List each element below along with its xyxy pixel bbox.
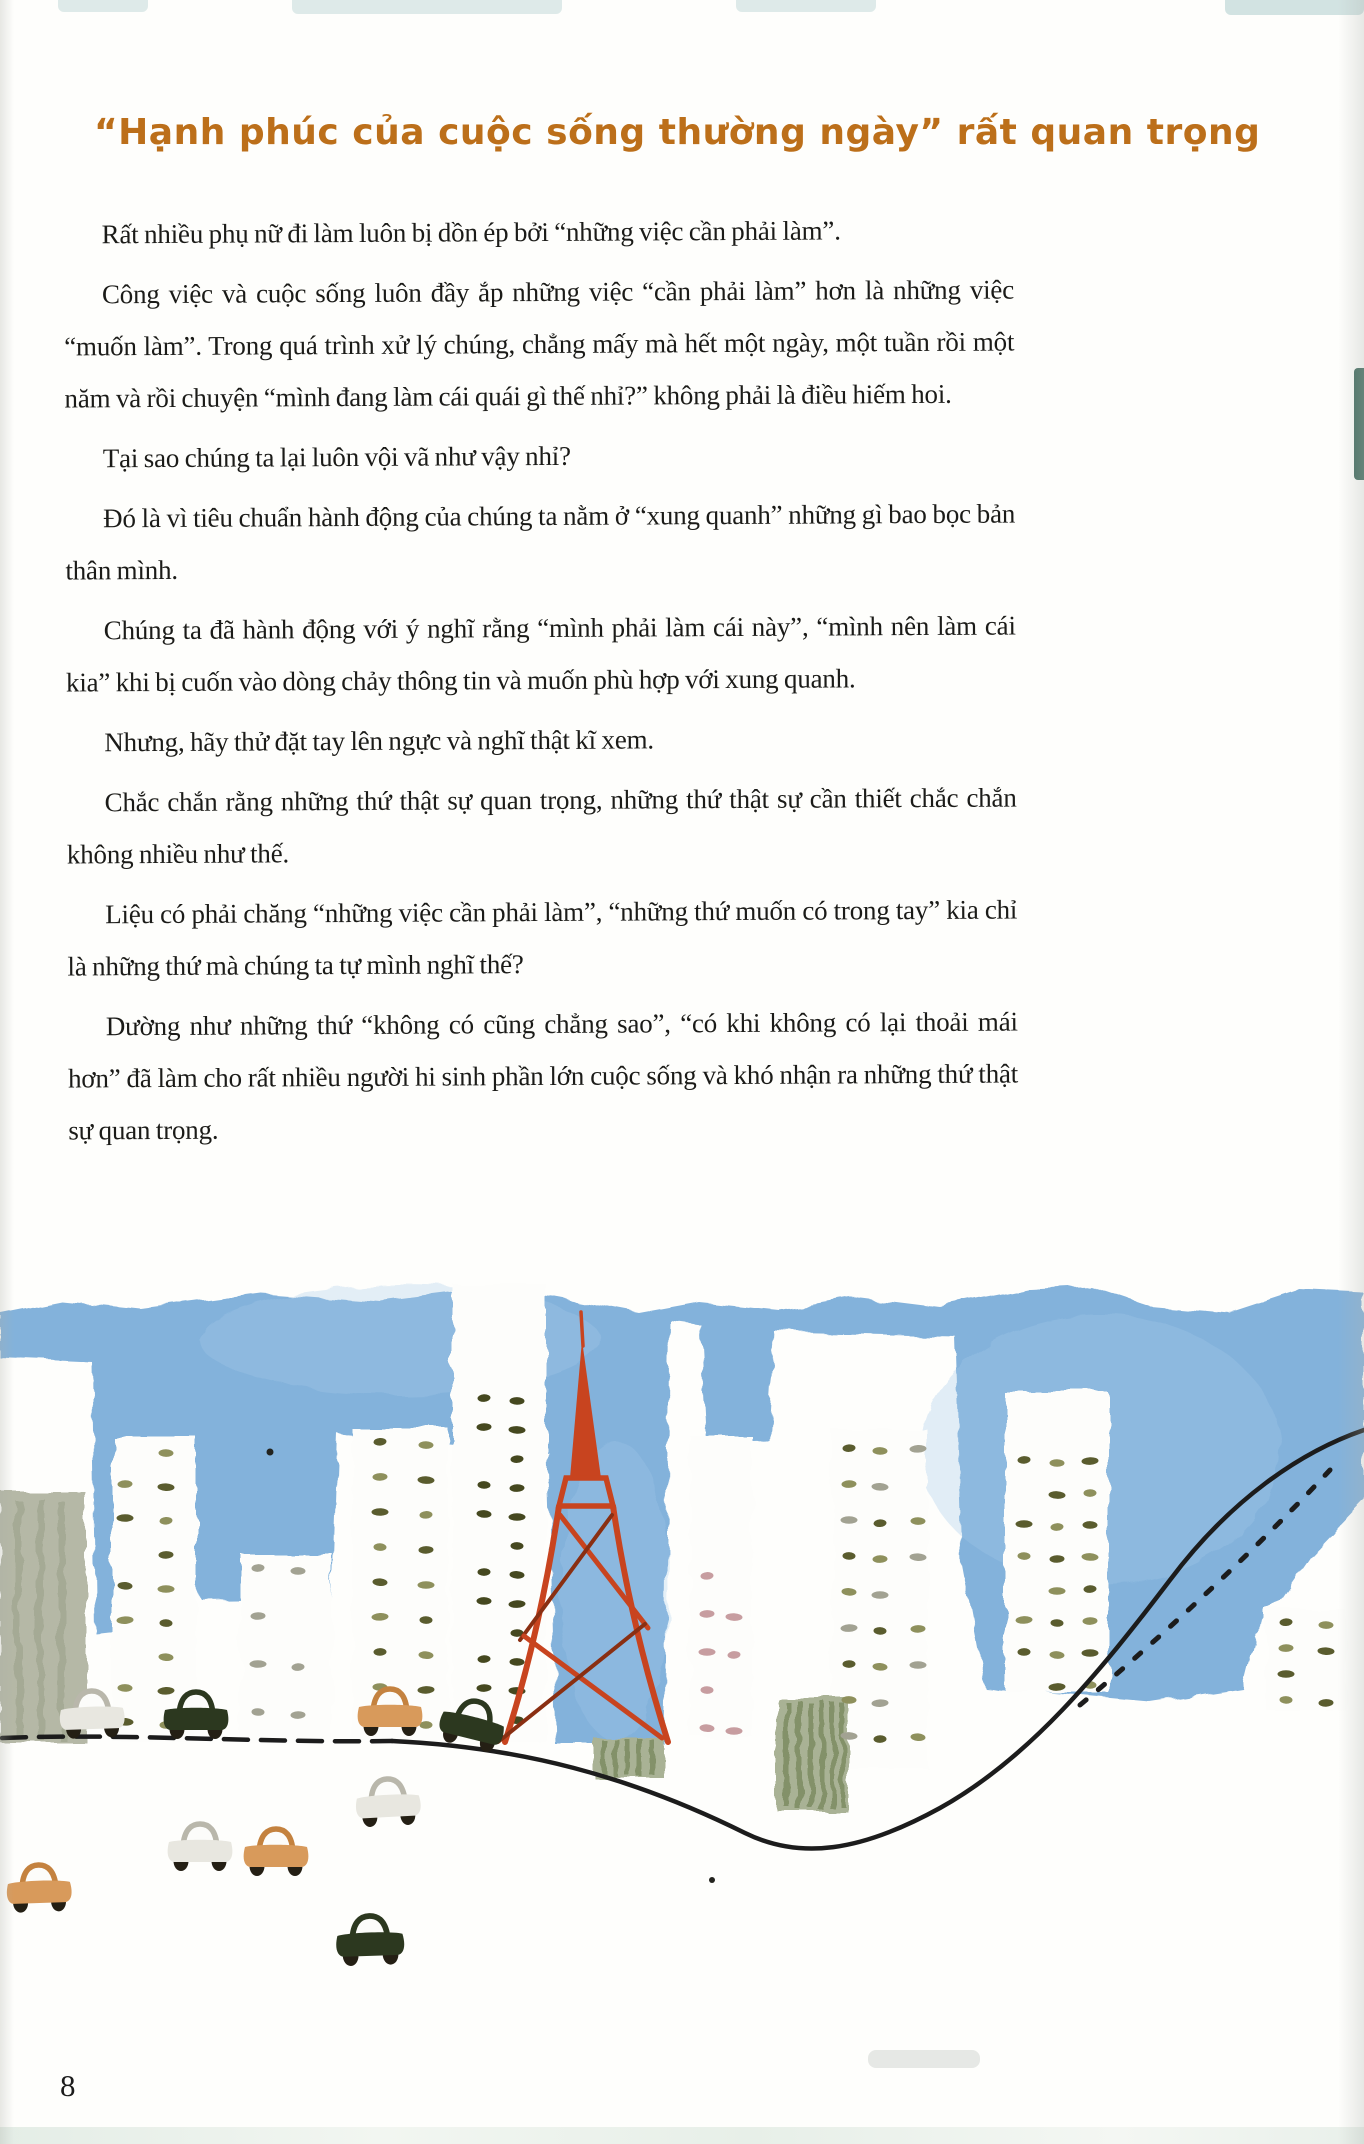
paragraph: Dường như những thứ “không có cũng chẳng sao”, “có khi không có lại thoải mái hơn” đã làm cho rất nhiều người hi sinh phần lớn cuộc sống và khó nhận ra những thứ thật sự quan trọng. xyxy=(67,1006,1019,1146)
cityscape-illustration xyxy=(0,1230,1364,2000)
paragraph: Liệu có phải chăng “những việc cần phải làm”, “những thứ muốn có trong tay” kia chỉ là những thứ mà chúng ta tự mình nghĩ thế? xyxy=(67,894,1018,982)
paragraph: Chúng ta đã hành động với ý nghĩ rằng “mình phải làm cái này”, “mình nên làm cái kia” khi bị cuốn vào dòng chảy thông tin và muốn phù hợp với xung quanh. xyxy=(65,610,1016,698)
scan-edge-smudge xyxy=(58,0,148,12)
building xyxy=(1266,1610,1346,1710)
page-edge-mark xyxy=(1354,368,1364,480)
page-title: “Hạnh phúc của cuộc sống thường ngày” rất quan trọng xyxy=(94,112,1261,154)
building xyxy=(690,1436,752,1736)
paragraph: Đó là vì tiêu chuẩn hành động của chúng ta nằm ở “xung quanh” những gì bao bọc bản thân mình. xyxy=(65,498,1016,586)
scan-edge-smudge xyxy=(1225,0,1364,15)
page-number: 8 xyxy=(60,2068,76,2103)
car xyxy=(355,1777,422,1827)
paragraph: Rất nhiều phụ nữ đi làm luôn bị dồn ép bởi “những việc cần phải làm”. xyxy=(101,215,841,250)
paint-speck xyxy=(709,1877,715,1883)
next-page-edge xyxy=(0,2127,1364,2144)
body-text xyxy=(64,204,1019,1165)
paragraph: Chắc chắn rằng những thứ thật sự quan trọng, những thứ thật sự cần thiết chắc chắn không nhiều như thế. xyxy=(66,782,1017,870)
car xyxy=(335,1915,405,1967)
scan-edge-smudge xyxy=(736,0,876,12)
car xyxy=(168,1824,233,1871)
building-tall xyxy=(452,1283,546,1742)
sky-wash xyxy=(0,1285,1364,1745)
paragraph: Nhưng, hãy thử đặt tay lên ngực và nghĩ thật kĩ xem. xyxy=(104,724,655,758)
paint-speck xyxy=(267,1449,274,1456)
scan-edge-smudge xyxy=(292,0,562,14)
scan-smudge xyxy=(868,2050,980,2068)
paragraph: Công việc và cuộc sống luôn đầy ắp những việc “cần phải làm” hơn là những việc “muốn làm”. Trong quá trình xử lý chúng, chẳng mấy mà hết một ngày, một tuần rồi một năm và rồi chuyện “mình đang làm cái quái gì thế nhỉ?” không phải là điều hiếm hoi. xyxy=(64,274,1015,414)
car xyxy=(6,1864,72,1913)
paragraph: Tại sao chúng ta lại luôn vội vã như vậy nhỉ? xyxy=(102,440,571,474)
building xyxy=(1005,1393,1109,1693)
car xyxy=(244,1829,309,1876)
